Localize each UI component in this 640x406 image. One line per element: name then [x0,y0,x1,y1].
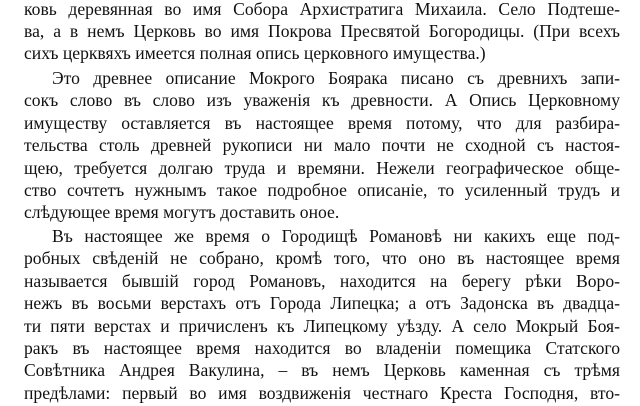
text-line: Совѣтника Андрея Вакулина, – въ немъ Церковь каменная съ трѣмя [24,360,620,380]
text-line: нежъ въ восьми верстахъ отъ Города Липецка; а отъ Задонска въ двадца- [24,293,620,313]
text-line: ти пяти верстах и причисленъ къ Липецкому уѣзду. А село Мокрый Боя- [24,316,620,336]
text-line: слѣдующее время могутъ доставить оное. [24,202,340,222]
text-line: ство сочтетъ нужнымъ такое подробное описанiе, то усиленный трудъ и [24,180,620,200]
text-line: Въ настоящее же время о Городищѣ Романовѣ ни какихъ еще под- [52,226,620,246]
text-line: ракъ въ настоящее время находится во владенiи помещика Статского [24,338,620,358]
text-line: сокъ слово въ слово изъ уваженiя къ древности. А Опись Церковному [24,90,620,110]
text-line: имуществу оставляется въ настоящее время потому, что для разбира- [24,113,620,133]
text-line: называется бывшiй город Романовъ, находится на берегу рѣки Воро- [24,271,620,291]
text-line: ва, а в немъ Церковь во имя Покрова Пресвятой Богородицы. (При всехъ [24,21,620,41]
text-line: щею, требуется долгаю труда и времяни. Нежели географическое обще- [24,158,620,178]
text-line: ковь деревянная во имя Собора Архистратига Михаила. Село Подтеше- [24,0,620,19]
text-line: предѣлами: первый во имя воздвиженiя честнаго Креста Господня, вто- [24,383,620,403]
text-line: Это древнее описание Мокрого Боярака писано съ древнихъ запи- [52,68,620,88]
text-line: робных свѣденiй не собрано, кромѣ того, что оно въ настоящее время [24,248,620,268]
text-line: сихъ церквяхъ имеется полная опись церковного имущества.) [24,43,486,63]
text-line: тельства столь древней рукописи ни мало почти не сходной съ настоя- [24,135,620,155]
